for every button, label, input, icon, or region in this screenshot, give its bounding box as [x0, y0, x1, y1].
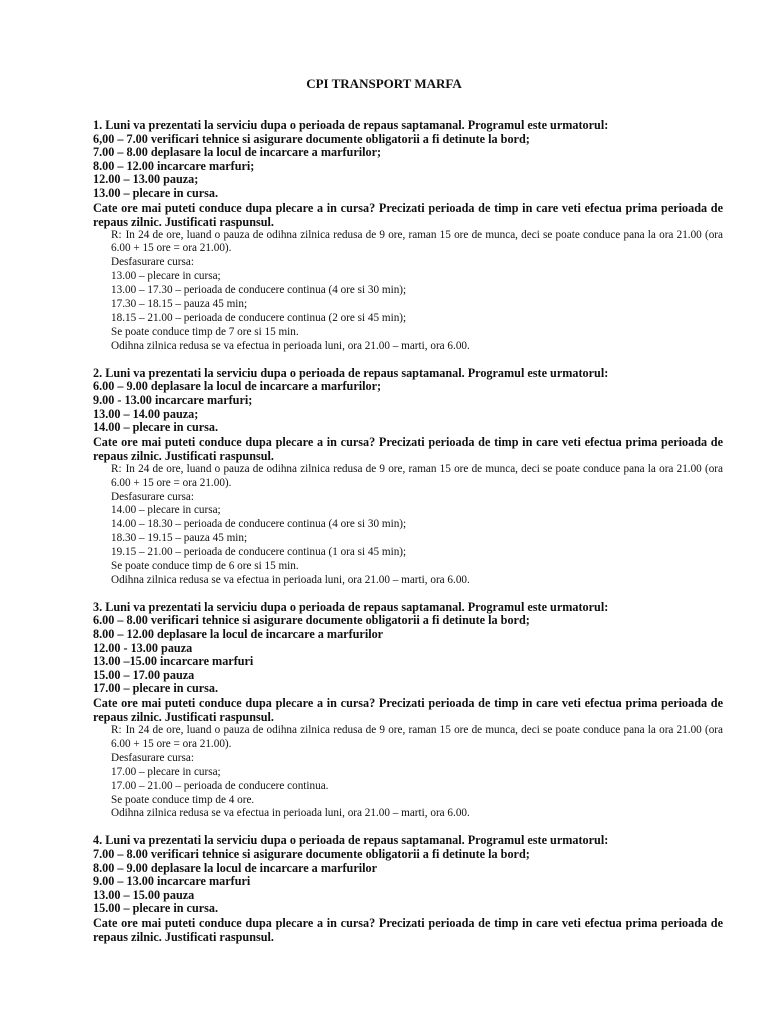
- exercise-3: [93, 601, 723, 822]
- answer-line: Odihna zilnica redusa se va efectua in perioada luni, ora 21.00 – marti, ora 6.00.: [111, 339, 470, 352]
- schedule-line: 13.00 – 14.00 pauza;: [93, 406, 199, 421]
- schedule-line: 15.00 – 17.00 pauza: [93, 667, 195, 682]
- schedule-line: 6,00 – 7.00 verificari tehnice si asigurare documente obligatorii a fi detinute la bord;: [93, 131, 530, 146]
- schedule-line: 14.00 – plecare in cursa.: [93, 420, 219, 435]
- exercise-answer: [111, 463, 723, 588]
- schedule-line: 6.00 – 9.00 deplasare la locul de incarcare a marfurilor;: [93, 379, 382, 394]
- schedule-line: 13.00 – 15.00 pauza: [93, 887, 195, 902]
- answer-label: R:: [111, 724, 122, 736]
- schedule-line: 7.00 – 8.00 verificari tehnice si asigurare documente obligatorii a fi detinute la bord;: [93, 846, 530, 861]
- answer-line: 17.00 – 21.00 – perioada de conducere continua.: [111, 779, 329, 792]
- schedule-line: 15.00 – plecare in cursa.: [93, 901, 219, 916]
- answer-paragraph: [111, 724, 723, 752]
- exercise-question: Cate ore mai puteti conduce dupa plecare a in cursa? Precizati perioada de timp in care veti efectua prima perioada de repaus zilnic. Justificati raspunsul.: [93, 915, 723, 944]
- exercise-question: Cate ore mai puteti conduce dupa plecare a in cursa? Precizati perioada de timp in care veti efectua prima perioada de repaus zilnic. Justificati raspunsul.: [93, 434, 723, 463]
- schedule-line: 9.00 - 13.00 incarcare marfuri;: [93, 392, 253, 407]
- answer-line: 17.30 – 18.15 – pauza 45 min;: [111, 298, 248, 311]
- schedule-line: 9.00 – 13.00 incarcare marfuri: [93, 874, 251, 889]
- answer-line: Se poate conduce timp de 7 ore si 15 min.: [111, 325, 299, 338]
- exercise-answer: [111, 229, 723, 354]
- exercise-4: [93, 834, 723, 944]
- answer-line: Se poate conduce timp de 4 ore.: [111, 793, 255, 806]
- answer-line: Se poate conduce timp de 6 ore si 15 min.: [111, 560, 299, 573]
- answer-line: 13.00 – plecare in cursa;: [111, 270, 221, 283]
- exercise-question: Cate ore mai puteti conduce dupa plecare a in cursa? Precizati perioada de timp in care veti efectua prima perioada de repaus zilnic. Justificati raspunsul.: [93, 696, 723, 724]
- exercise-question: Cate ore mai puteti conduce dupa plecare a in cursa? Precizati perioada de timp in care veti efectua prima perioada de repaus zilnic. Justificati raspunsul.: [93, 200, 723, 229]
- answer-line: 19.15 – 21.00 – perioada de conducere continua (1 ora si 45 min);: [111, 546, 407, 559]
- answer-line: 14.00 – plecare in cursa;: [111, 504, 221, 517]
- exercise-heading: 2. Luni va prezentati la serviciu dupa o perioada de repaus saptamanal. Programul este urmatorul:: [93, 365, 609, 380]
- answer-line: Desfasurare cursa:: [111, 256, 194, 269]
- schedule-line: 7.00 – 8.00 deplasare la locul de incarcare a marfurilor;: [93, 145, 382, 160]
- answer-line: Odihna zilnica redusa se va efectua in perioada luni, ora 21.00 – marti, ora 6.00.: [111, 573, 470, 586]
- exercise-heading: 4. Luni va prezentati la serviciu dupa o perioada de repaus saptamanal. Programul este urmatorul:: [93, 833, 609, 848]
- answer-line: 13.00 – 17.30 – perioada de conducere continua (4 ore si 30 min);: [111, 284, 407, 297]
- exercise-heading: 1. Luni va prezentati la serviciu dupa o perioada de repaus saptamanal. Programul este urmatorul:: [93, 118, 609, 132]
- answer-line: Desfasurare cursa:: [111, 490, 194, 503]
- answer-line: 14.00 – 18.30 – perioada de conducere continua (4 ore si 30 min);: [111, 518, 407, 531]
- answer-text: In 24 de ore, luand o pauza de odihna zilnica redusa de 9 ore, raman 15 ore de munca, deci se poate conduce pana la ora 21.00 (ora 6.00 + 15 ore = ora 21.00).: [111, 228, 723, 255]
- answer-text: In 24 de ore, luand o pauza de odihna zilnica redusa de 9 ore, raman 15 ore de munca, deci se poate conduce pana la ora 21.00 (ora 6.00 + 15 ore = ora 21.00).: [111, 462, 723, 489]
- document-title: CPI TRANSPORT MARFA: [306, 76, 462, 91]
- schedule-line: 13.00 –15.00 incarcare marfuri: [93, 654, 254, 669]
- answer-label: R:: [111, 228, 122, 241]
- document-content: [93, 119, 723, 944]
- answer-paragraph: [111, 463, 723, 491]
- exercise-1: [93, 119, 723, 354]
- schedule-line: 8.00 – 12.00 deplasare la locul de incarcare a marfurilor: [93, 627, 384, 642]
- schedule-line: 17.00 – plecare in cursa.: [93, 681, 219, 696]
- schedule-line: 12.00 – 13.00 pauza;: [93, 172, 199, 187]
- schedule-line: 6.00 – 8.00 verificari tehnice si asigurare documente obligatorii a fi detinute la bord;: [93, 613, 530, 628]
- exercise-2: [93, 367, 723, 588]
- answer-line: 18.30 – 19.15 – pauza 45 min;: [111, 532, 248, 545]
- schedule-line: 8.00 – 9.00 deplasare la locul de incarcare a marfurilor: [93, 860, 378, 875]
- exercise-answer: [111, 724, 723, 821]
- answer-text: In 24 de ore, luand o pauza de odihna zilnica redusa de 9 ore, raman 15 ore de munca, deci se poate conduce pana la ora 21.00 (ora 6.00 + 15 ore = ora 21.00).: [111, 724, 723, 750]
- answer-line: 18.15 – 21.00 – perioada de conducere continua (2 ore si 45 min);: [111, 312, 407, 324]
- answer-line: 17.00 – plecare in cursa;: [111, 765, 221, 778]
- schedule-line: 13.00 – plecare in cursa.: [93, 185, 219, 200]
- answer-label: R:: [111, 462, 122, 475]
- schedule-line: 8.00 – 12.00 incarcare marfuri;: [93, 158, 255, 173]
- answer-paragraph: [111, 229, 723, 257]
- schedule-line: 12.00 - 13.00 pauza: [93, 640, 193, 655]
- exercise-heading: 3. Luni va prezentati la serviciu dupa o perioada de repaus saptamanal. Programul este urmatorul:: [93, 599, 609, 614]
- answer-line: Desfasurare cursa:: [111, 751, 194, 764]
- answer-line: Odihna zilnica redusa se va efectua in perioada luni, ora 21.00 – marti, ora 6.00.: [111, 807, 470, 820]
